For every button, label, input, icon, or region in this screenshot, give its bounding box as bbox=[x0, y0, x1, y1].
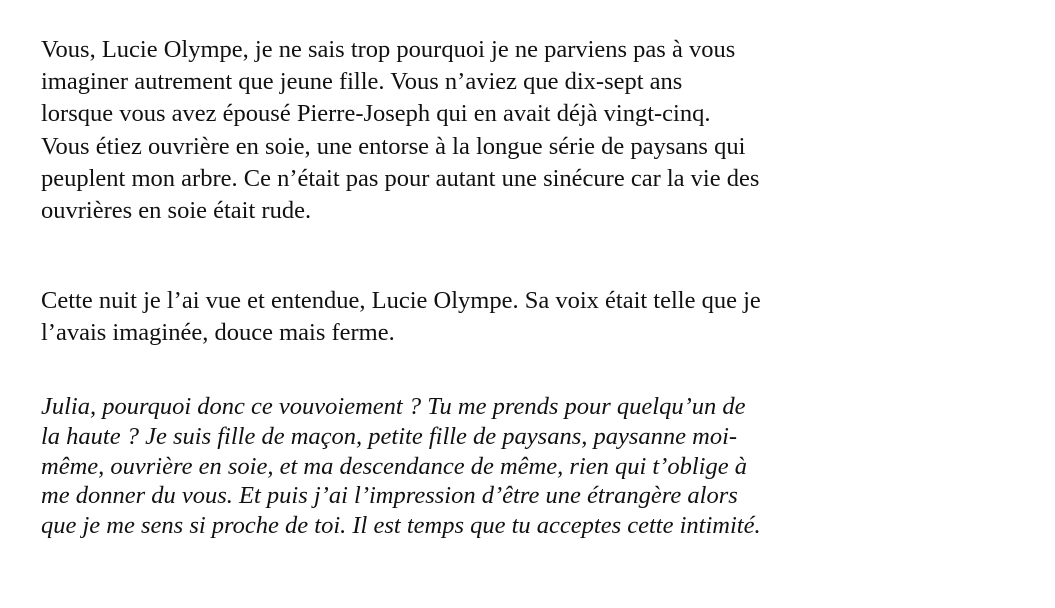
text-line: lorsque vous avez épousé Pierre-Joseph qui en avait déjà vingt-cinq. bbox=[41, 100, 711, 128]
text-line: Vous étiez ouvrière en soie, une entorse à la longue série de paysans qui bbox=[41, 132, 746, 160]
text-line: Julia, pourquoi donc ce vouvoiement ? Tu me prends pour quelqu’un de bbox=[41, 393, 746, 420]
paragraph-2 bbox=[41, 285, 761, 349]
text-line: ouvrières en soie était rude. bbox=[41, 196, 312, 224]
text-line: me donner du vous. Et puis j’ai l’impression d’être une étrangère alors bbox=[41, 482, 738, 510]
text-line: la haute ? Je suis fille de maçon, petite fille de paysans, paysanne moi- bbox=[41, 422, 738, 450]
text-line: imaginer autrement que jeune fille. Vous n’aviez que dix-sept ans bbox=[41, 68, 683, 96]
paragraph-3-italic-quote bbox=[41, 392, 761, 541]
text-line: l’avais imaginée, douce mais ferme. bbox=[41, 319, 395, 347]
text-line: Cette nuit je l’ai vue et entendue, Lucie Olympe. Sa voix était telle que je bbox=[41, 287, 761, 314]
text-line: même, ouvrière en soie, et ma descendance de même, rien qui t’oblige à bbox=[41, 452, 747, 480]
text-line: que je me sens si proche de toi. Il est temps que tu acceptes cette intimité. bbox=[41, 512, 761, 540]
text-line: Vous, Lucie Olympe, je ne sais trop pourquoi je ne parviens pas à vous bbox=[41, 36, 736, 63]
text-line: peuplent mon arbre. Ce n’était pas pour autant une sinécure car la vie des bbox=[41, 164, 760, 192]
paragraph-1 bbox=[41, 34, 759, 227]
